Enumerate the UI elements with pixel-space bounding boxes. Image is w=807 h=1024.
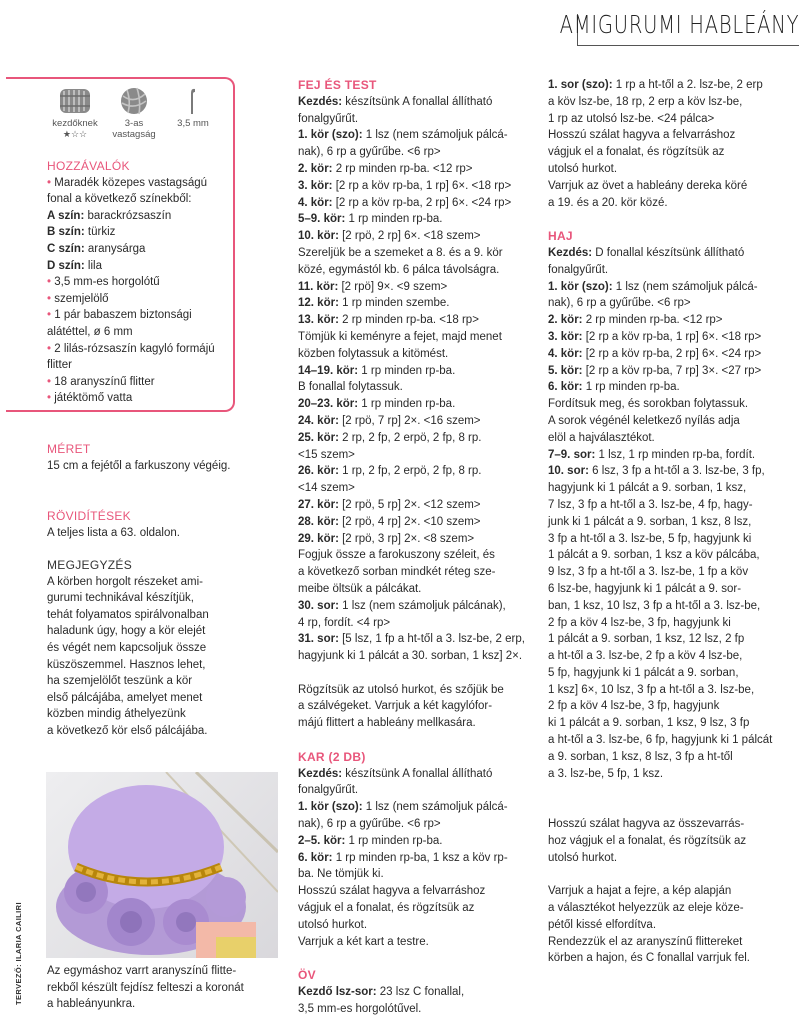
pattern-line bbox=[298, 279, 548, 296]
color-b: B szín: türkiz bbox=[47, 226, 116, 239]
pattern-column-middle bbox=[298, 77, 548, 1018]
row-text: Rendezzük el az aranyszínű flittereket bbox=[548, 935, 743, 948]
row-text: Fordítsuk meg, és sorokban folytassuk. bbox=[548, 398, 749, 411]
hook-size-block bbox=[171, 86, 215, 129]
spacer bbox=[298, 665, 548, 682]
page-header bbox=[559, 8, 799, 44]
row-label: 2. kör: bbox=[298, 162, 333, 175]
difficulty-label: kezdőknek bbox=[52, 118, 98, 129]
section-heading: KAR (2 DB) bbox=[298, 749, 366, 764]
row-text: 1 pálcát a 9. sorban, 1 ksz, 12 lsz, 2 fp bbox=[548, 633, 745, 646]
row-text: [2 rpö, 3 rp] 2×. <8 szem> bbox=[338, 532, 475, 545]
pattern-line bbox=[548, 463, 803, 480]
row-label: 29. kör: bbox=[298, 532, 339, 545]
row-text: a választékot helyezzük az eleje köze- bbox=[548, 902, 744, 915]
row-text: 6 lsz-be, hagyjunk ki 1 pálcát a 9. sor- bbox=[548, 582, 742, 595]
row-text: [2 rp a köv rp-ba, 1 rp] 6×. <18 rp> bbox=[332, 179, 512, 192]
row-text: 1 rp minden rp-ba. bbox=[345, 834, 443, 847]
spacer bbox=[548, 782, 803, 799]
pattern-line bbox=[298, 698, 548, 715]
pattern-line bbox=[298, 631, 548, 648]
pattern-line bbox=[548, 547, 803, 564]
color-a: A szín: barackrózsaszín bbox=[47, 209, 172, 222]
row-label: 2. kör: bbox=[548, 314, 583, 327]
row-label: 1. kör (szo): bbox=[298, 801, 363, 814]
pattern-line bbox=[298, 312, 548, 329]
pattern-line bbox=[298, 833, 548, 850]
row-text: 1 lsz (nem számoljuk pálcá- bbox=[362, 801, 508, 814]
row-text: a 9. sorban, 1 ksz, 8 lsz, 3 fp a ht-től bbox=[548, 750, 733, 763]
pattern-line bbox=[548, 615, 803, 632]
row-text: 6 lsz, 3 fp a ht-től a 3. lsz-be, 3 fp, bbox=[588, 465, 765, 478]
row-label: 13. kör: bbox=[298, 314, 339, 327]
row-label: 6. kör: bbox=[548, 381, 583, 394]
row-text: 1 pálcát a 9. sorban, 1 ksz a köv pálcába, bbox=[548, 549, 760, 562]
amigurumi-photo bbox=[46, 772, 278, 958]
row-label: 31. sor: bbox=[298, 633, 339, 646]
pattern-line bbox=[548, 682, 803, 699]
row-text: 2 rp minden rp-ba. <18 rp> bbox=[338, 314, 479, 327]
pattern-line bbox=[548, 94, 803, 111]
caption-line: a hableányunkra. bbox=[47, 998, 136, 1010]
row-label: 1. kör (szo): bbox=[548, 280, 613, 293]
row-text: utolsó hurkot. bbox=[298, 918, 368, 931]
row-text: 1 lsz (nem számoljuk pálcának), bbox=[338, 599, 506, 612]
pattern-line bbox=[298, 430, 548, 447]
section-heading: FEJ ÉS TEST bbox=[298, 78, 377, 92]
pattern-line bbox=[298, 782, 548, 799]
row-label: Kezdés: bbox=[298, 767, 343, 780]
size-text: 15 cm a fejétől a farkuszony végéig. bbox=[47, 459, 231, 472]
note-line: küszöszemmel. Hasznos lehet, bbox=[47, 658, 206, 671]
caption-line: Az egymáshoz varrt aranyszínű flitte- bbox=[47, 965, 237, 977]
row-text: [2 rp a köv rp-ba, 2 rp] 6×. <24 rp> bbox=[332, 196, 512, 209]
pattern-line bbox=[298, 816, 548, 833]
materials-item: • 1 pár babaszem biztonsági alátéttel, ø 6 mm bbox=[47, 307, 233, 340]
pattern-line bbox=[548, 631, 803, 648]
materials-item: • játéktömő vatta bbox=[47, 390, 233, 407]
pattern-line bbox=[548, 413, 803, 430]
row-text: meibe öltsük a pálcákat. bbox=[298, 582, 422, 595]
pattern-line bbox=[298, 329, 548, 346]
row-text: D fonallal készítsünk állítható bbox=[592, 246, 745, 259]
pattern-line bbox=[548, 766, 803, 783]
pattern-line bbox=[548, 850, 803, 867]
pattern-line bbox=[548, 262, 803, 279]
row-text: nak), 6 rp a gyűrűbe. <6 rp> bbox=[298, 146, 441, 159]
note-line: és végét nem kapcsoljuk össze bbox=[47, 641, 207, 654]
row-text: [2 rpö] 9×. <9 szem> bbox=[338, 280, 448, 293]
row-text: a ht-től a 3. lsz-be, 6 fp, hagyjunk ki 1 pálcát bbox=[548, 734, 773, 747]
size-heading: MÉRET bbox=[47, 442, 91, 456]
pattern-line bbox=[298, 178, 548, 195]
row-label: 10. sor: bbox=[548, 465, 589, 478]
pattern-line bbox=[548, 564, 803, 581]
row-text: 1 rp minden rp-ba. bbox=[345, 213, 443, 226]
row-text: a 19. és a 20. kör közé. bbox=[548, 196, 668, 209]
row-text: junk ki 1 pálcát a 9. sorban, 1 ksz, 8 lsz, bbox=[548, 515, 752, 528]
row-text: 7 lsz, 3 fp a ht-től a 3. lsz-be, 4 fp, hagy- bbox=[548, 498, 753, 511]
pattern-line bbox=[298, 984, 548, 1001]
row-label: 3. kör: bbox=[298, 179, 333, 192]
note-line: a következő kör első pálcájába. bbox=[47, 724, 208, 737]
row-text: Szereljük be a szemeket a 8. és a 9. kör bbox=[298, 246, 503, 259]
color-d: D szín: lila bbox=[47, 259, 102, 272]
pattern-line bbox=[548, 279, 803, 296]
pattern-line bbox=[298, 715, 548, 732]
materials-item: • 18 aranyszínű flitter bbox=[47, 374, 233, 391]
row-label: 27. kör: bbox=[298, 498, 339, 511]
row-text: ki 1 pálcát a 9. sorban, 1 ksz, 9 lsz, 3 fp bbox=[548, 717, 750, 730]
row-text: nak), 6 rp a gyűrűbe. <6 rp> bbox=[548, 297, 691, 310]
row-label: 24. kör: bbox=[298, 414, 339, 427]
row-text: a ht-től a 3. lsz-be, 2 fp a köv 4 lsz-be, bbox=[548, 650, 743, 663]
abbr-text: A teljes lista a 63. oldalon. bbox=[47, 526, 180, 539]
pattern-line bbox=[548, 161, 803, 178]
materials-heading: HOZZÁVALÓK bbox=[47, 159, 130, 173]
pattern-line bbox=[548, 245, 803, 262]
pattern-line bbox=[298, 346, 548, 363]
pattern-line bbox=[548, 111, 803, 128]
row-label: 2–5. kör: bbox=[298, 834, 346, 847]
pattern-line bbox=[548, 833, 803, 850]
row-text: hoz vágjuk el a fonalat, és rögzítsük az bbox=[548, 834, 747, 847]
row-text: <15 szem> bbox=[298, 448, 355, 461]
row-text: 1 rp minden szembe. bbox=[338, 297, 450, 310]
note-line: közben mindig áthelyezünk bbox=[47, 708, 186, 721]
row-text: 1 lsz, 1 rp minden rp-ba, fordít. bbox=[595, 448, 756, 461]
pattern-line bbox=[298, 799, 548, 816]
pattern-line bbox=[298, 934, 548, 951]
pattern-line bbox=[548, 934, 803, 951]
pattern-line bbox=[548, 77, 803, 94]
pattern-line bbox=[298, 161, 548, 178]
row-text: 4 rp, fordít. <4 rp> bbox=[298, 616, 391, 629]
page-title: AMIGURUMI HABLEÁNY bbox=[559, 10, 799, 39]
size-section bbox=[47, 441, 233, 474]
mermaid-hair-illustration bbox=[46, 772, 278, 958]
row-text: B fonallal folytassuk. bbox=[298, 381, 403, 394]
section-heading: ÖV bbox=[298, 968, 316, 983]
row-text: fonalgyűrűt. bbox=[298, 112, 359, 125]
caption-line: rekből készült fejdísz felteszi a koronát bbox=[47, 981, 244, 994]
row-label: 12. kör: bbox=[298, 297, 339, 310]
row-text: Varrjuk az övet a hableány dereka köré bbox=[548, 179, 748, 192]
row-label: 30. sor: bbox=[298, 599, 339, 612]
row-text: a következő sorban mindkét réteg sze- bbox=[298, 566, 496, 579]
photo-caption bbox=[47, 963, 283, 1013]
materials-item: • szemjelölő bbox=[47, 291, 233, 308]
row-text: nak), 6 rp a gyűrűbe. <6 rp> bbox=[298, 818, 441, 831]
row-text: 1 rp minden rp-ba. bbox=[358, 364, 456, 377]
row-text: 5 fp, hagyjunk ki 1 pálcát a 9. sorban, bbox=[548, 666, 739, 679]
pattern-line bbox=[298, 866, 548, 883]
pattern-line bbox=[298, 648, 548, 665]
row-text: A sorok végénél keletkező nyílás adja bbox=[548, 414, 740, 427]
row-label: 5–9. kör: bbox=[298, 213, 346, 226]
pattern-line bbox=[298, 262, 548, 279]
row-label: 4. kör: bbox=[548, 347, 583, 360]
pattern-line bbox=[548, 648, 803, 665]
pattern-column-right bbox=[548, 77, 803, 967]
note-heading: MEGJEGYZÉS bbox=[47, 558, 133, 572]
pattern-line bbox=[298, 514, 548, 531]
pattern-line bbox=[298, 228, 548, 245]
pattern-line bbox=[548, 900, 803, 917]
row-text: 1 rp a ht-től a 2. lsz-be, 2 erp bbox=[612, 79, 763, 91]
row-label: 4. kör: bbox=[298, 196, 333, 209]
row-label: 6. kör: bbox=[298, 851, 333, 864]
yarn-skein-icon bbox=[58, 86, 92, 116]
row-text: 1 ksz] 6×, 10 lsz, 3 fp a ht-től a 3. lsz-be, bbox=[548, 683, 755, 696]
pattern-line bbox=[548, 715, 803, 732]
row-text: [2 rp a köv rp-ba, 2 rp] 6×. <24 rp> bbox=[582, 347, 762, 360]
pattern-line bbox=[548, 480, 803, 497]
pattern-line bbox=[548, 950, 803, 967]
spacer bbox=[298, 732, 548, 749]
pattern-line bbox=[548, 749, 803, 766]
pattern-line bbox=[298, 413, 548, 430]
pattern-line bbox=[548, 883, 803, 900]
pattern-line bbox=[298, 363, 548, 380]
hook-size-label: 3,5 mm bbox=[177, 118, 209, 129]
pattern-line bbox=[298, 144, 548, 161]
note-line: ha szemjelölőt teszünk a kör bbox=[47, 675, 193, 688]
row-text: körben a hajon, és C fonallal varrjuk fel. bbox=[548, 952, 750, 965]
row-text: 1 rp minden rp-ba. bbox=[358, 398, 456, 411]
note-line: A körben horgolt részeket ami- bbox=[47, 575, 203, 588]
pattern-line bbox=[298, 917, 548, 934]
pattern-line bbox=[548, 363, 803, 380]
pattern-line bbox=[298, 497, 548, 514]
crochet-hook-icon bbox=[183, 86, 203, 116]
row-text: 2 fp a köv 4 lsz-be, 3 fp, hagyjunk bbox=[548, 700, 720, 713]
yarn-ball-icon bbox=[119, 86, 149, 116]
pattern-line bbox=[298, 94, 548, 111]
row-text: Fogjuk össze a farokuszony széleit, és bbox=[298, 549, 495, 562]
pattern-line bbox=[548, 497, 803, 514]
row-text: Tömjük ki keményre a fejet, majd menet bbox=[298, 330, 502, 343]
pattern-line bbox=[298, 850, 548, 867]
row-text: 2 fp a köv 4 lsz-be, 3 fp, hagyjunk ki bbox=[548, 616, 731, 629]
pattern-line bbox=[298, 111, 548, 128]
row-text: 2 rp, 2 fp, 2 erpö, 2 fp, 8 rp. bbox=[338, 431, 482, 444]
row-text: fonalgyűrűt. bbox=[548, 263, 609, 276]
pattern-line bbox=[548, 346, 803, 363]
materials-item: • 2 lilás-rózsaszín kagyló formájú flitter bbox=[47, 341, 233, 374]
pattern-line bbox=[298, 1001, 548, 1018]
pattern-line bbox=[548, 581, 803, 598]
row-text: 1 lsz (nem számoljuk pálcá- bbox=[612, 280, 758, 293]
pattern-line bbox=[298, 531, 548, 548]
row-label: Kezdés: bbox=[298, 95, 343, 108]
abbr-section bbox=[47, 508, 247, 541]
pattern-line bbox=[298, 883, 548, 900]
designer-credit: TERVEZŐ: ILARIA CAILIRI bbox=[14, 902, 23, 1005]
spacer bbox=[548, 211, 803, 228]
pattern-line bbox=[298, 245, 548, 262]
row-label: 20–23. kör: bbox=[298, 398, 359, 411]
row-text: pétől kissé elfordítva. bbox=[548, 918, 657, 931]
yarn-weight-label: 3-as vastagság bbox=[112, 118, 156, 140]
difficulty-stars: ★☆☆ bbox=[62, 129, 88, 139]
pattern-line bbox=[548, 430, 803, 447]
difficulty-icons bbox=[45, 86, 235, 146]
pattern-line bbox=[548, 665, 803, 682]
pattern-line bbox=[298, 564, 548, 581]
row-label: 26. kör: bbox=[298, 465, 339, 478]
row-text: ba. Ne tömjük ki. bbox=[298, 868, 384, 881]
pattern-line bbox=[548, 732, 803, 749]
row-text: Hosszú szálat hagyva a felvarráshoz bbox=[548, 129, 736, 142]
row-label: 11. kör: bbox=[298, 280, 339, 293]
pattern-line bbox=[548, 396, 803, 413]
pattern-line bbox=[298, 900, 548, 917]
pattern-line bbox=[548, 195, 803, 212]
pattern-line bbox=[298, 127, 548, 144]
row-text: 1 rp az utolsó lsz-be. <24 pálca> bbox=[548, 112, 715, 125]
row-text: 2 rp minden rp-ba. <12 rp> bbox=[582, 314, 723, 327]
pattern-line bbox=[548, 514, 803, 531]
difficulty-block bbox=[45, 86, 105, 140]
row-text: 2 rp minden rp-ba. <12 rp> bbox=[332, 162, 473, 175]
row-text: 3,5 mm-es horgolótűvel. bbox=[298, 1002, 422, 1015]
pattern-line bbox=[298, 396, 548, 413]
row-label: 5. kör: bbox=[548, 364, 583, 377]
row-label: 1. kör (szo): bbox=[298, 129, 363, 142]
row-text: hagyjunk ki 1 pálcát a 9. sorban, 1 ksz, bbox=[548, 482, 747, 495]
pattern-line bbox=[548, 127, 803, 144]
row-text: ban, 1 ksz, 10 lsz, 3 fp a ht-től a 3. lsz-be, bbox=[548, 599, 761, 612]
row-text: a 3. lsz-be, 5 fp, 1 ksz. bbox=[548, 767, 664, 780]
pattern-line bbox=[298, 547, 548, 564]
row-text: 1 rp minden rp-ba. bbox=[582, 381, 680, 394]
pattern-line bbox=[298, 581, 548, 598]
pattern-line bbox=[548, 144, 803, 161]
pattern-line bbox=[548, 329, 803, 346]
row-label: 10. kör: bbox=[298, 230, 339, 243]
spacer bbox=[298, 950, 548, 967]
pattern-line bbox=[298, 682, 548, 699]
spacer bbox=[548, 799, 803, 816]
pattern-line bbox=[298, 447, 548, 464]
row-text: <14 szem> bbox=[298, 482, 355, 495]
row-text: közben folytassuk a kitömést. bbox=[298, 347, 449, 360]
row-label: 25. kör: bbox=[298, 431, 339, 444]
row-text: [2 rpö, 4 rp] 2×. <10 szem> bbox=[338, 515, 481, 528]
note-line: tehát folyamatos spirálvonalban bbox=[47, 608, 209, 621]
note-line: első pálcájába, amelyet menet bbox=[47, 691, 203, 704]
row-label: Kezdő lsz-sor: bbox=[298, 986, 377, 999]
row-label: 1. sor (szo): bbox=[548, 79, 613, 91]
pattern-line bbox=[298, 211, 548, 228]
pattern-line bbox=[548, 312, 803, 329]
row-label: 7–9. sor: bbox=[548, 448, 596, 461]
pattern-line bbox=[298, 379, 548, 396]
row-text: készítsünk A fonallal állítható bbox=[342, 767, 493, 780]
row-text: a szálvégeket. Varrjuk a két kagylófor- bbox=[298, 700, 493, 713]
note-line: gurumi technikával készítjük, bbox=[47, 592, 195, 605]
row-text: Varrjuk a két kart a testre. bbox=[298, 935, 429, 948]
pattern-line bbox=[298, 195, 548, 212]
row-label: 3. kör: bbox=[548, 330, 583, 343]
materials-section bbox=[47, 158, 233, 407]
row-text: vágjuk el a fonalat, és rögzítsük az bbox=[298, 902, 475, 915]
pattern-line bbox=[298, 766, 548, 783]
row-text: [2 rp a köv rp-ba, 1 rp] 6×. <18 rp> bbox=[582, 330, 762, 343]
row-label: 28. kör: bbox=[298, 515, 339, 528]
row-label: Kezdés: bbox=[548, 246, 593, 259]
row-text: [2 rp a köv rp-ba, 7 rp] 3×. <27 rp> bbox=[582, 364, 762, 377]
pattern-line bbox=[298, 463, 548, 480]
row-text: májú flittert a hableány mellkasára. bbox=[298, 717, 476, 730]
row-text: [2 rpö, 7 rp] 2×. <16 szem> bbox=[338, 414, 481, 427]
pattern-line bbox=[548, 816, 803, 833]
row-text: utolsó hurkot. bbox=[548, 162, 618, 175]
row-text: [2 rpö, 2 rp] 6×. <18 szem> bbox=[338, 230, 481, 243]
pattern-line bbox=[548, 917, 803, 934]
row-text: fonalgyűrűt. bbox=[298, 784, 359, 797]
row-text: 23 lsz C fonallal, bbox=[376, 986, 465, 999]
row-text: 9 lsz, 3 fp a ht-től a 3. lsz-be, 1 fp a köv bbox=[548, 566, 749, 579]
row-text: közé, egymástól kb. 6 pálca távolságra. bbox=[298, 263, 500, 276]
color-c: C szín: aranysárga bbox=[47, 242, 146, 255]
row-text: Rögzítsük az utolsó hurkot, és szőjük be bbox=[298, 683, 504, 696]
pattern-line bbox=[298, 615, 548, 632]
row-text: a köv lsz-be, 18 rp, 2 erp a köv lsz-be, bbox=[548, 95, 743, 108]
materials-intro: • Maradék közepes vastagságú fonal a következő színekből: bbox=[47, 175, 233, 208]
pattern-line bbox=[548, 295, 803, 312]
row-text: [5 lsz, 1 fp a ht-től a 3. lsz-be, 2 erp, bbox=[338, 633, 525, 646]
materials-item: • 3,5 mm-es horgolótű bbox=[47, 274, 233, 291]
row-label: 14–19. kör: bbox=[298, 364, 359, 377]
pattern-line bbox=[298, 598, 548, 615]
note-section bbox=[47, 557, 247, 740]
row-text: készítsünk A fonallal állítható bbox=[342, 95, 493, 108]
pattern-line bbox=[298, 295, 548, 312]
row-text: Varrjuk a hajat a fejre, a kép alapján bbox=[548, 885, 732, 898]
pattern-line bbox=[548, 379, 803, 396]
pattern-line bbox=[548, 178, 803, 195]
note-line: haladunk úgy, hogy a kör elejét bbox=[47, 625, 206, 638]
row-text: elöl a hajválasztékot. bbox=[548, 431, 655, 444]
yarn-weight-block bbox=[109, 86, 159, 140]
row-text: 3 fp a ht-től a 3. lsz-be, 5 fp, hagyjunk ki bbox=[548, 532, 752, 545]
row-text: hagyjunk ki 1 pálcát a 30. sorban, 1 ksz] 2×. bbox=[298, 650, 523, 663]
row-text: 1 rp, 2 fp, 2 erpö, 2 fp, 8 rp. bbox=[338, 465, 482, 478]
row-text: 1 lsz (nem számoljuk pálcá- bbox=[362, 129, 508, 142]
spacer bbox=[548, 866, 803, 883]
abbr-heading: RÖVIDÍTÉSEK bbox=[47, 509, 131, 523]
row-text: 1 rp minden rp-ba, 1 ksz a köv rp- bbox=[332, 851, 508, 864]
row-text: Hosszú szálat hagyva az összevarrás- bbox=[548, 818, 745, 831]
pattern-line bbox=[548, 698, 803, 715]
pattern-line bbox=[548, 447, 803, 464]
row-text: [2 rpö, 5 rp] 2×. <12 szem> bbox=[338, 498, 481, 511]
row-text: vágjuk el a fonalat, és rögzítsük az bbox=[548, 146, 725, 159]
pattern-line bbox=[548, 598, 803, 615]
pattern-line bbox=[298, 480, 548, 497]
header-rule bbox=[577, 45, 799, 46]
row-text: Hosszú szálat hagyva a felvarráshoz bbox=[298, 885, 486, 898]
row-text: utolsó hurkot. bbox=[548, 851, 618, 864]
pattern-line bbox=[548, 531, 803, 548]
section-heading: HAJ bbox=[548, 229, 573, 244]
